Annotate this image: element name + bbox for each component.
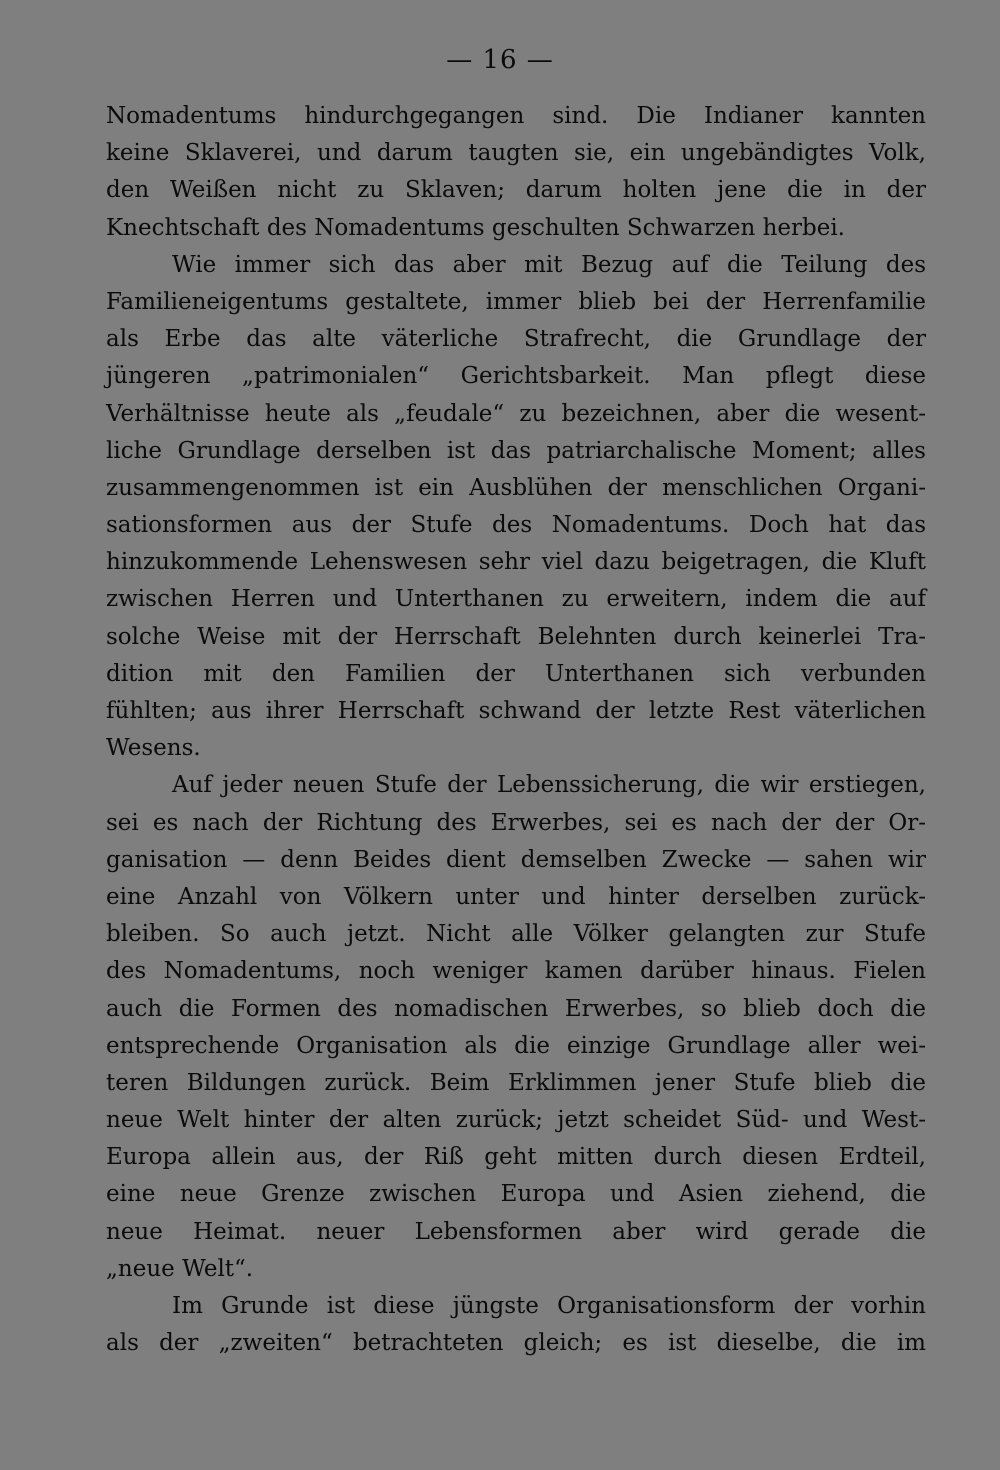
text-line: liche Grundlage derselben ist das patriarchalische Moment; alles: [106, 437, 926, 464]
text-line: als Erbe das alte väterliche Strafrecht, die Grundlage der: [106, 326, 926, 353]
text-line: Wie immer sich das aber mit Bezug auf die Teilung des: [172, 251, 926, 278]
text-line: des Nomadentums, noch weniger kamen darüber hinaus. Fielen: [106, 958, 926, 985]
text-line: Im Grunde ist diese jüngste Organisationsform der vorhin: [172, 1293, 926, 1319]
text-line: teren Bildungen zurück. Beim Erklimmen jener Stufe blieb die: [106, 1069, 926, 1096]
text-line: ganisation — denn Beides dient demselben Zwecke — sahen wir: [106, 846, 926, 873]
text-line: „neue Welt“.: [106, 1255, 254, 1282]
text-line: den Weißen nicht zu Sklaven; darum holten jene die in der: [106, 177, 926, 204]
text-line: jüngeren „patrimonialen“ Gerichtsbarkeit. Man pflegt diese: [106, 363, 926, 390]
text-line: entsprechende Organisation als die einzige Grundlage aller wei-: [106, 1032, 926, 1059]
text-line: keine Sklaverei, und darum taugten sie, ein ungebändigtes Volk,: [106, 140, 926, 167]
text-line: Knechtschaft des Nomadentums geschulten Schwarzen herbei.: [106, 214, 845, 241]
text-line: Nomadentums hindurchgegangen sind. Die Indianer kannten: [106, 103, 926, 129]
text-line: Verhältnisse heute als „feudale“ zu bezeichnen, aber die wesent-: [106, 400, 926, 427]
text-line: dition mit den Familien der Unterthanen sich verbunden: [106, 660, 926, 687]
text-line: zusammengenommen ist ein Ausblühen der menschlichen Organi-: [106, 474, 926, 501]
text-line: eine Anzahl von Völkern unter und hinter derselben zurück-: [106, 883, 926, 910]
page-number: — 16 —: [446, 45, 554, 75]
text-line: neue Heimat. neuer Lebensformen aber wird gerade die: [106, 1218, 926, 1245]
text-line: sationsformen aus der Stufe des Nomadentums. Doch hat das: [106, 512, 926, 539]
text-line: bleiben. So auch jetzt. Nicht alle Völker gelangten zur Stufe: [106, 921, 926, 948]
text-line: solche Weise mit der Herrschaft Belehnten durch keinerlei Tra-: [106, 623, 926, 650]
text-line: auch die Formen des nomadischen Erwerbes, so blieb doch die: [106, 995, 926, 1022]
text-line: hinzukommende Lehenswesen sehr viel dazu beigetragen, die Kluft: [106, 549, 926, 576]
body-text: [106, 98, 926, 1362]
text-line: Europa allein aus, der Riß geht mitten durch diesen Erdteil,: [106, 1144, 926, 1171]
text-line: Auf jeder neuen Stufe der Lebenssicherung, die wir erstiegen,: [172, 772, 926, 799]
text-line: als der „zweiten“ betrachteten gleich; es ist dieselbe, die im: [106, 1330, 926, 1357]
text-line: sei es nach der Richtung des Erwerbes, sei es nach der der Or-: [106, 809, 926, 836]
text-line: Familieneigentums gestaltete, immer blieb bei der Herrenfamilie: [106, 288, 926, 315]
text-line: eine neue Grenze zwischen Europa und Asien ziehend, die: [106, 1181, 926, 1208]
text-line: zwischen Herren und Unterthanen zu erweitern, indem die auf: [106, 586, 926, 613]
text-line: neue Welt hinter der alten zurück; jetzt scheidet Süd- und West-: [106, 1107, 926, 1134]
text-line: Wesens.: [106, 735, 201, 762]
text-line: fühlten; aus ihrer Herrschaft schwand der letzte Rest väterlichen: [106, 698, 926, 724]
